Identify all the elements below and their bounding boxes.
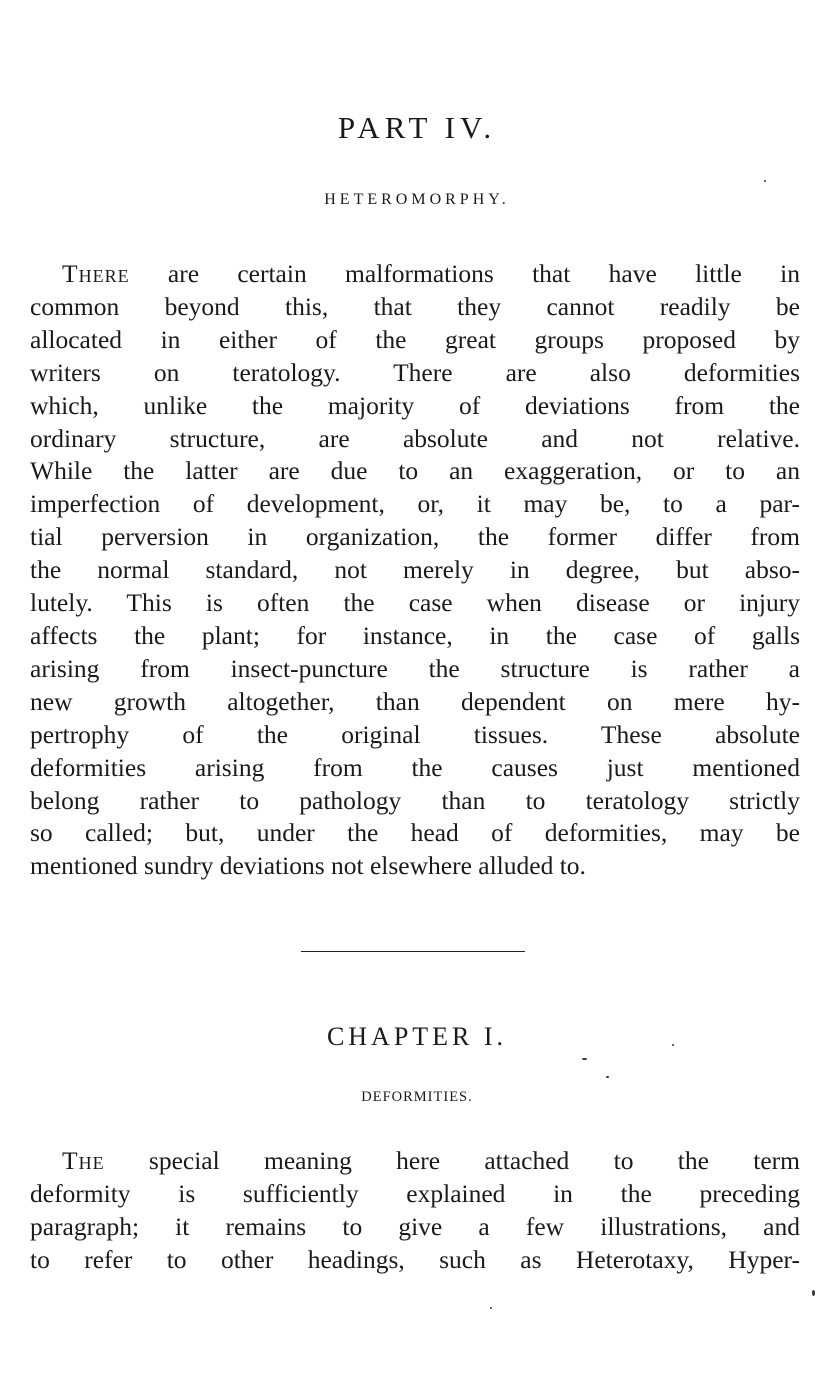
- part-title: PART IV.: [337, 110, 497, 145]
- scan-speck: [582, 1058, 587, 1060]
- lead-word: There: [62, 259, 130, 288]
- paragraph-line: deformity is sufficiently explained in the preceding: [30, 1178, 800, 1208]
- paragraph-line: new growth altogether, than dependent on mere hy-: [30, 686, 800, 716]
- line-text: special meaning here attached to the term: [104, 1146, 800, 1175]
- paragraph-line: allocated in either of the great groups proposed by: [30, 324, 800, 354]
- chapter-paragraph: [30, 1145, 800, 1277]
- paragraph-line: affects the plant; for instance, in the case of galls: [30, 620, 800, 650]
- scan-speck: [490, 1307, 492, 1309]
- part-subtitle: HETEROMORPHY.: [324, 191, 510, 208]
- paragraph-line: belong rather to pathology than to teratology strictly: [30, 785, 800, 815]
- paragraph-line: paragraph; it remains to give a few illustrations, and: [30, 1211, 800, 1241]
- paragraph-line: which, unlike the majority of deviations from the: [30, 390, 800, 420]
- paragraph-line: writers on teratology. There are also deformities: [30, 357, 800, 387]
- paragraph-line: [30, 1145, 800, 1178]
- line-text: are certain malformations that have little in: [129, 259, 800, 288]
- paragraph-line: the normal standard, not merely in degree, but abso-: [30, 555, 800, 585]
- paragraph-line: lutely. This is often the case when disease or injury: [30, 588, 800, 618]
- scan-speck: [812, 1290, 815, 1296]
- scan-speck: [606, 1076, 609, 1078]
- paragraph-line: so called; but, under the head of deformities, may be: [30, 818, 800, 848]
- scan-speck: [764, 180, 766, 182]
- intro-paragraph: [30, 258, 800, 883]
- paragraph-line: pertrophy of the original tissues. These absolute: [30, 719, 800, 749]
- lead-word: The: [62, 1146, 105, 1175]
- paragraph-line: [30, 258, 800, 291]
- section-divider: [301, 951, 525, 952]
- chapter-subtitle: DEFORMITIES.: [361, 1089, 473, 1105]
- chapter-title: CHAPTER I.: [326, 1022, 508, 1051]
- paragraph-line: arising from insect-puncture the structure is rather a: [30, 653, 800, 683]
- paragraph-line: common beyond this, that they cannot readily be: [30, 291, 800, 321]
- paragraph-line: imperfection of development, or, it may be, to a par-: [30, 489, 800, 519]
- paragraph-line: tial perversion in organization, the former differ from: [30, 522, 800, 552]
- paragraph-line: While the latter are due to an exaggeration, or to an: [30, 456, 800, 486]
- paragraph-line: to refer to other headings, such as Heterotaxy, Hyper-: [30, 1244, 800, 1274]
- paragraph-line: deformities arising from the causes just mentioned: [30, 752, 800, 782]
- paragraph-line: mentioned sundry deviations not elsewhere alluded to.: [30, 851, 586, 881]
- scan-speck: [672, 1044, 674, 1046]
- paragraph-line: ordinary structure, are absolute and not relative.: [30, 423, 800, 453]
